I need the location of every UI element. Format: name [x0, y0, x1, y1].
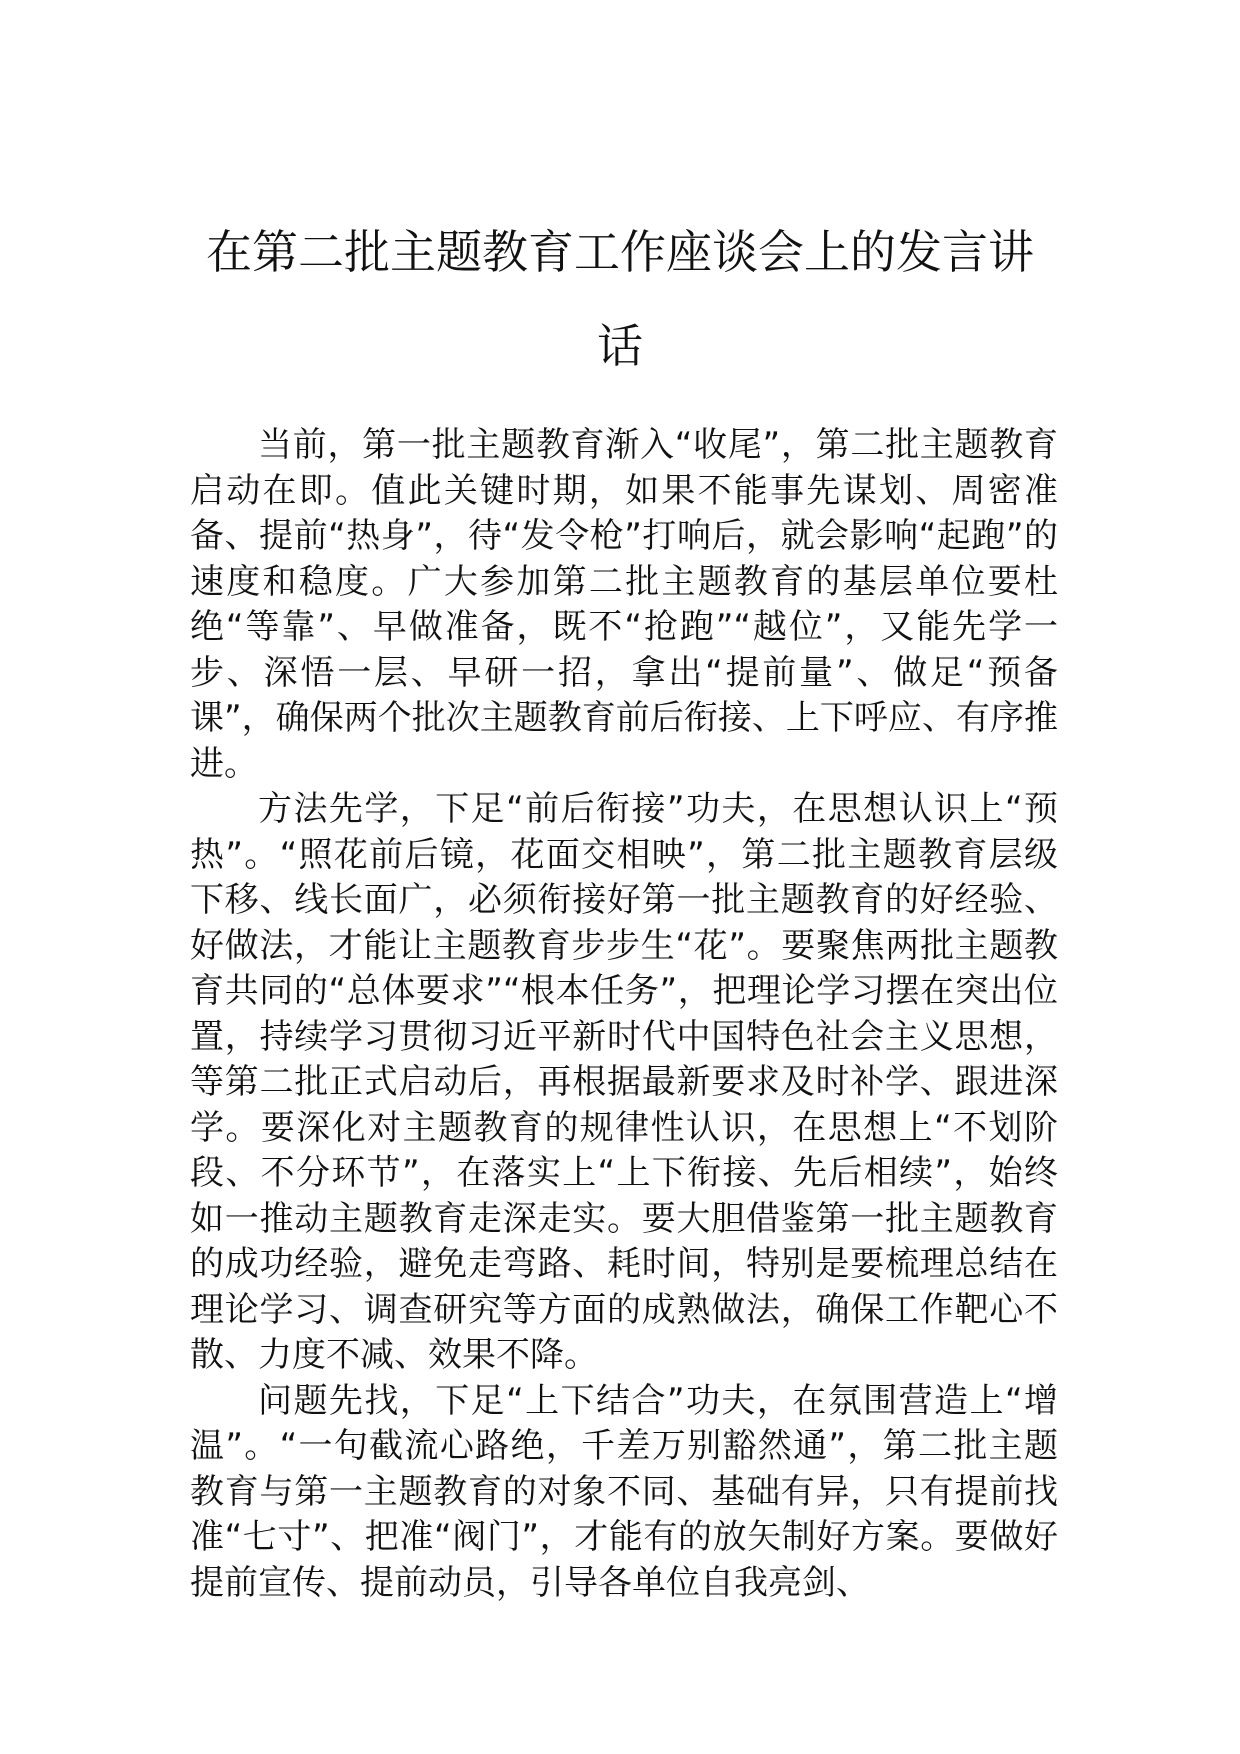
paragraph-2: 方法先学，下足“前后衔接”功夫，在思想认识上“预热”。“照花前后镜，花面交相映”，第二批主题教育层级下移、线长面广，必须衔接好第一批主题教育的好经验、好做法，才能让主题教育步步生“花”。要聚焦两批主题教育共同的“总体要求”“根本任务”，把理论学习摆在突出位置，持续学习贯彻习近平新时代中国特色社会主义思想，等第二批正式启动后，再根据最新要求及时补学、跟进深学。要深化对主题教育的规律性认识，在思想上“不划阶段、不分环节”，在落实上“上下衔接、先后相续”，始终如一推动主题教育走深走实。要大胆借鉴第一批主题教育的成功经验，避免走弯路、耗时间，特别是要梳理总结在理论学习、调查研究等方面的成熟做法，确保工作靶心不散、力度不减、效果不降。 — [190, 789, 1058, 1375]
paragraph-3: 问题先找，下足“上下结合”功夫，在氛围营造上“增温”。“一句截流心路绝，千差万别豁然通”，第二批主题教育与第一主题教育的对象不同、基础有异，只有提前找准“七寸”、把准“阀门”，才能有的放矢制好方案。要做好提前宣传、提前动员，引导各单位自我亮剑、 — [190, 1380, 1058, 1603]
paragraph-1: 当前，第一批主题教育渐入“收尾”，第二批主题教育启动在即。值此关键时期，如果不能事先谋划、周密准备、提前“热身”，待“发令枪”打响后，就会影响“起跑”的速度和稳度。广大参加第二批主题教育的基层单位要杜绝“等靠”、早做准备，既不“抢跑”“越位”，又能先学一步、深悟一层、早研一招，拿出“提前量”、做足“预备课”，确保两个批次主题教育前后衔接、上下呼应、有序推进。 — [190, 425, 1058, 784]
document-title: 在第二批主题教育工作座谈会上的发言讲话 — [206, 225, 1034, 373]
document-body — [190, 423, 1058, 1606]
